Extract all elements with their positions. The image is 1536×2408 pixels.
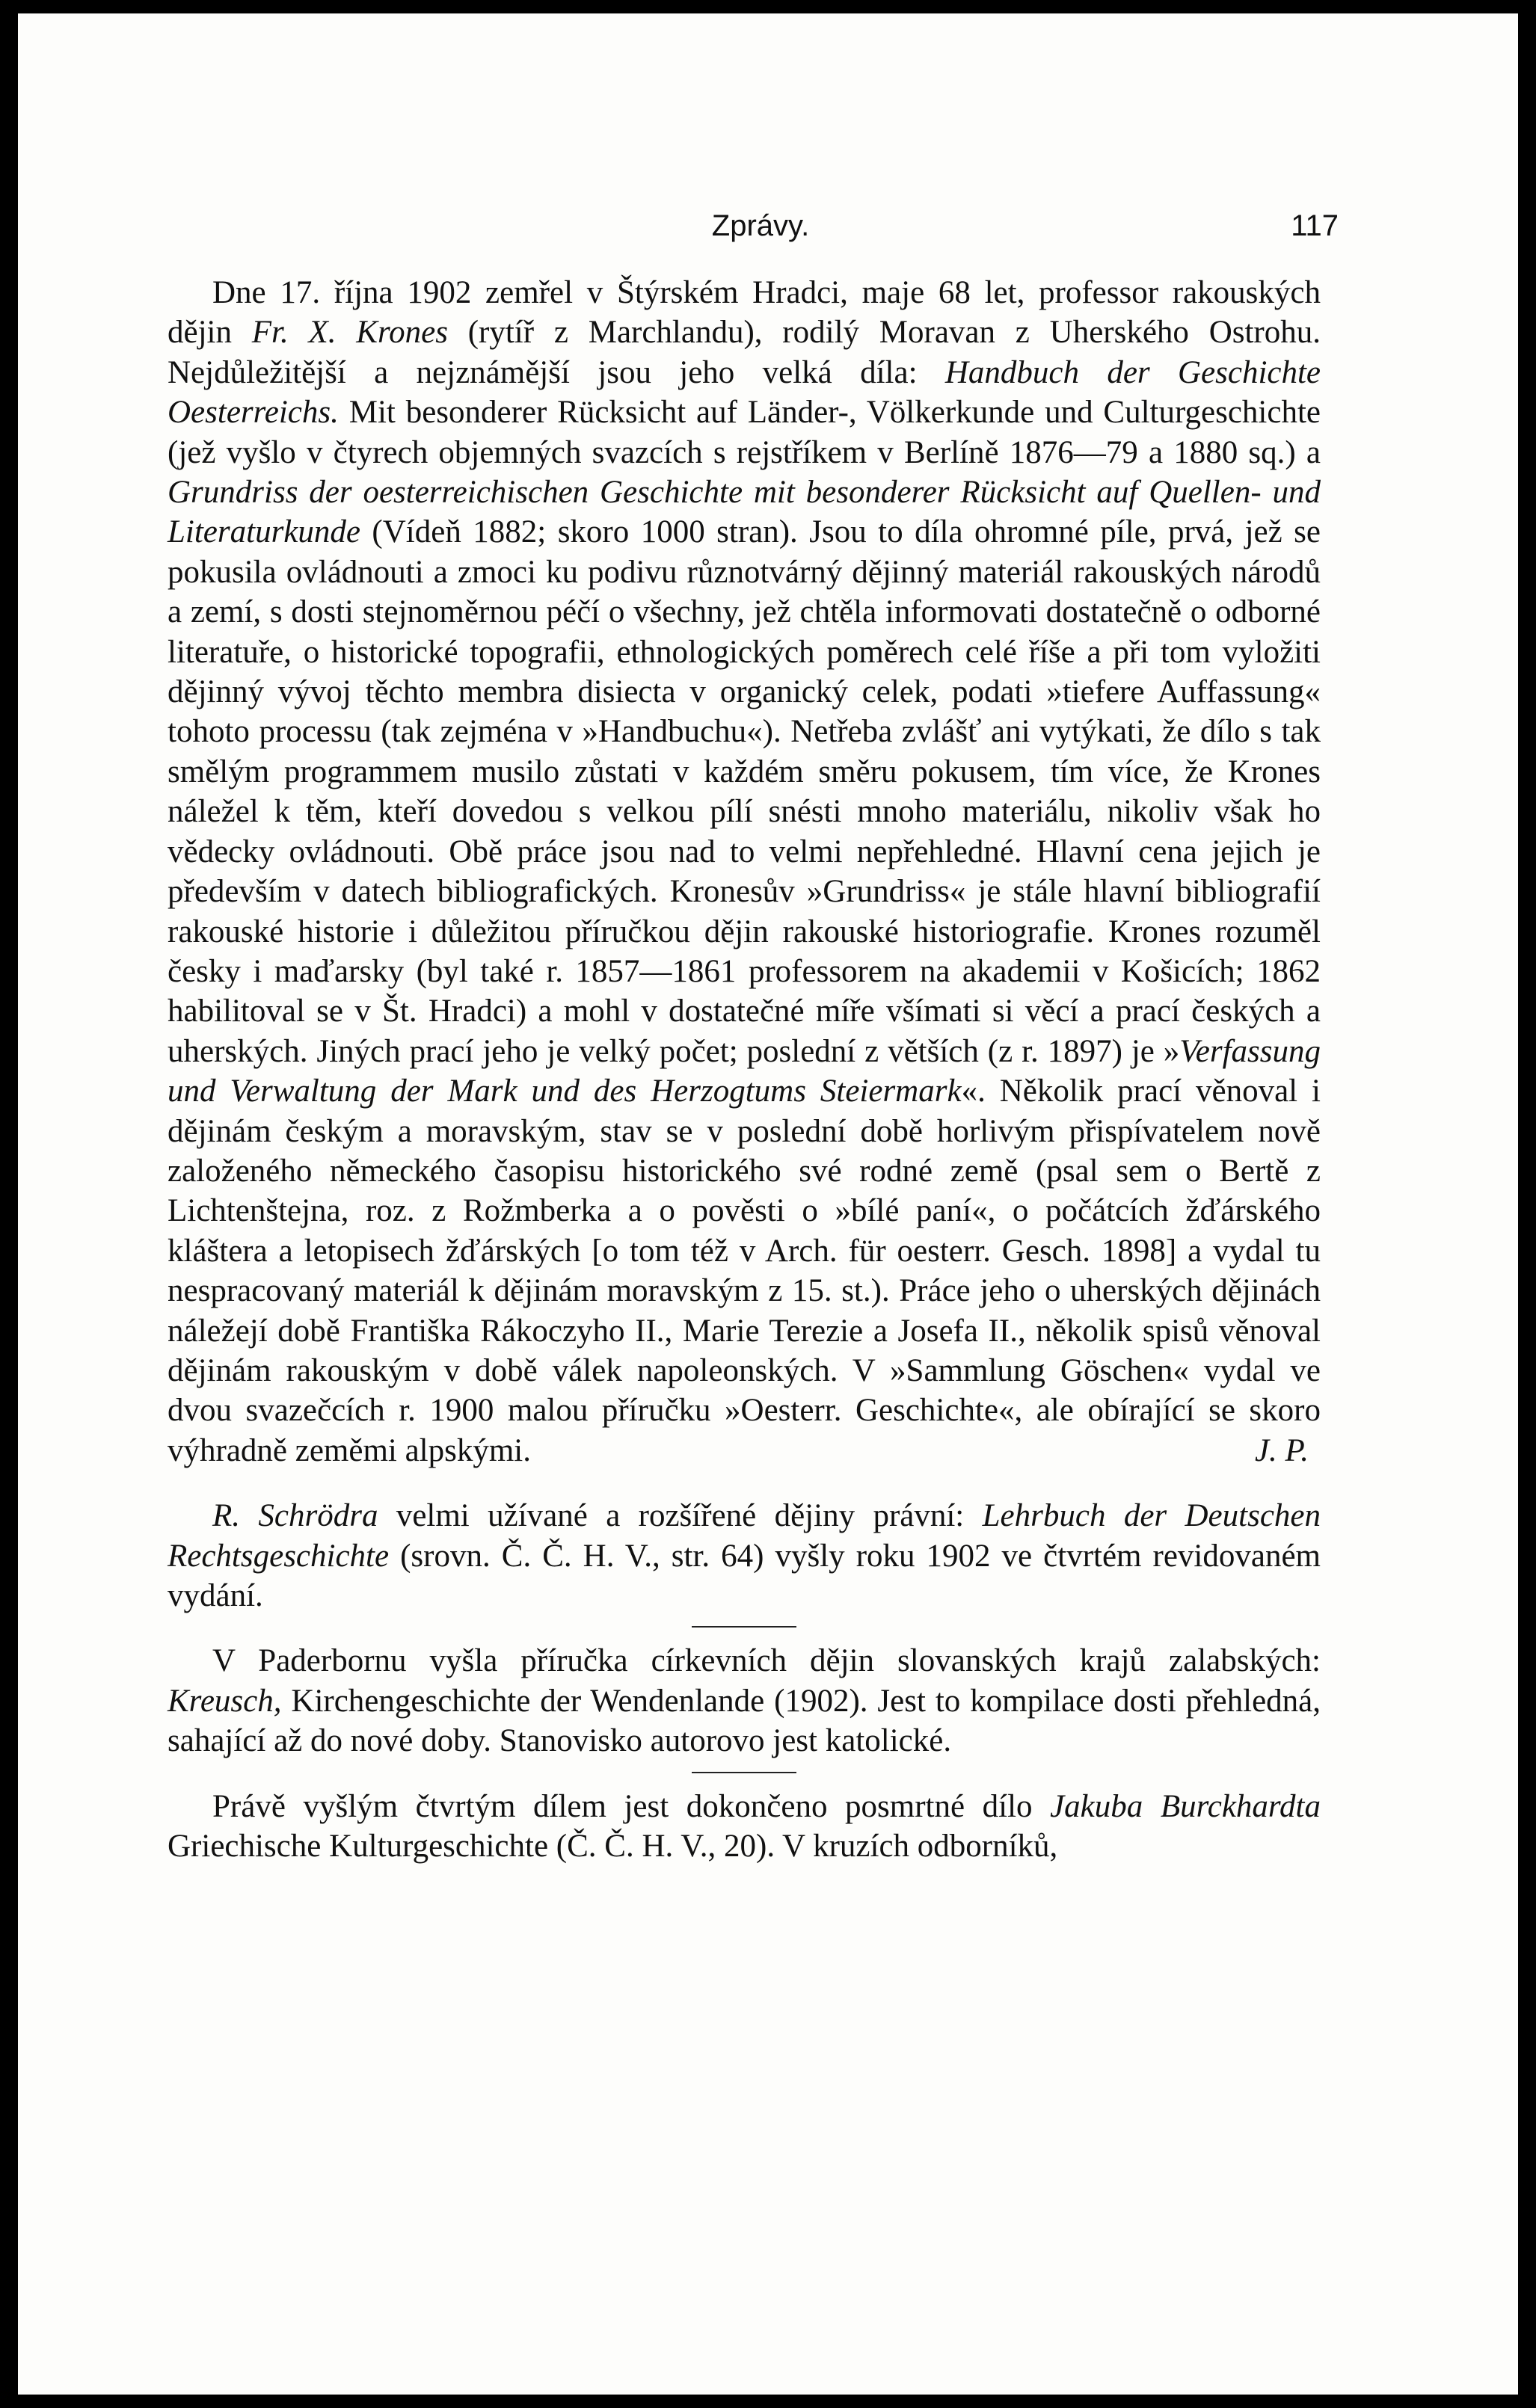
- person-name: R. Schrödra: [212, 1498, 378, 1534]
- text-run: Dne 17. října 1902 zemřel v Štýrském Hradci, maje 68 let, professor rakouských dějin: [168, 275, 1321, 351]
- paragraph-schroder: [168, 1496, 1321, 1616]
- text-run: (Vídeň 1882; skoro 1000 stran). Jsou to díla ohromné píle, prvá, jež se pokusila ovládnouti a zmoci ku podivu různotvárný dějinný materiál rakouských národů a zemí, s dosti stejnoměrnou péčí o všechny, jež chtěla informovati dostatečně o odborné literatuře, o historické topografii, ethnologických poměrech celé říše a při tom vyložiti dějinný vývoj těchto membra disiecta v organický celek, podati »tiefere Auffassung« tohoto processu (tak zejména v »Handbuchu«). Netřeba zvlášť ani vytýkati, že dílo s tak smělým programmem musilo zůstati v každém směru pokusem, tím více, že Krones náležel k těm, kteří dovedou s velkou pílí snésti mnoho materiálu, nikoliv však ho vědecky ovládnouti. Obě práce jsou nad to velmi nepřehledné. Hlavní cena jejich je především v datech bibliografických. Kronesův »Grundriss« je stále hlavní bibliografií rakouské historie i důležitou příručkou dějin rakouské historiografie. Krones rozuměl česky i maďarsky (byl také r. 1857—1861 professorem na akademii v Košicích; 1862 habilitoval se v Št. Hradci) a mohl v dostatečné míře všímati si věcí a prací českých a uherských. Jiných prací jeho je velký počet; poslední z větších (z r. 1897) je »: [168, 514, 1321, 1069]
- text-run: «. Několik prací věnoval i dějinám českým a moravským, stav se v poslední době horlivým přispívatelem nově založeného německého časopisu historického své rodné země (psal sem o Bertě z Lichtenštejna, roz. z Rožmberka a o pověsti o »bílé paní«, o počátcích žďárského kláštera a letopisech žďárských [o tom též v Arch. für oesterr. Gesch. 1898] a vydal tu nespracovaný materiál k dějinám moravským z 15. st.). Práce jeho o uherských dějinách náležejí době Františka Rákoczyho II., Marie Terezie a Josefa II., několik spisů věnoval dějinám rakouským v době válek napoleonských. V »Sammlung Göschen« vydal ve dvou svazečcích r. 1900 malou příručku »Oesterr. Geschichte«, ale obírající se skoro výhradně zeměmi alpskými.: [168, 1074, 1321, 1468]
- text-run: (srovn. Č. Č. H. V., str. 64) vyšly roku 1902 ve čtvrtém revidovaném vydání.: [168, 1538, 1321, 1613]
- running-header: [182, 209, 1339, 254]
- person-name: Jakuba Burckhardta: [1050, 1788, 1321, 1824]
- text-run: V Paderbornu vyšla příručka církevních dějin slovanských krajů zalabských:: [212, 1643, 1321, 1679]
- book-title: Verfassung und Verwaltung der Mark und des Herzogtums Steiermark: [168, 1033, 1321, 1109]
- text-run: Griechische Kulturgeschichte (Č. Č. H. V., 20). V kruzích odborníků,: [168, 1829, 1058, 1864]
- book-title: Handbuch der Geschichte Oesterreichs.: [168, 354, 1321, 431]
- paragraph-burckhardt: [168, 1787, 1321, 1867]
- section-title: Zprávy.: [711, 209, 810, 242]
- book-title: Lehrbuch der Deutschen Rechtsgeschichte: [168, 1498, 1321, 1574]
- book-title: Grundriss der oesterreichischen Geschichte mit besonderer Rücksicht auf Quellen- und Literaturkunde: [168, 475, 1321, 550]
- author-signature: J. P.: [1254, 1432, 1309, 1468]
- paragraph-kreusch: [168, 1641, 1321, 1761]
- text-run: (rytíř z Marchlandu), rodilý Moravan z Uherského Ostrohu. Nejdůležitější a nejznámější jsou jeho velká díla:: [168, 315, 1321, 390]
- paragraph-krones-obituary: [168, 273, 1321, 1471]
- article-body: [168, 273, 1321, 1866]
- person-name: Fr. X. Krones: [251, 315, 448, 351]
- text-run: Právě vyšlým čtvrtým dílem jest dokončeno posmrtné dílo: [212, 1788, 1051, 1824]
- text-run: velmi užívané a rozšířené dějiny právní:: [378, 1498, 983, 1534]
- text-run: Kirchengeschichte der Wendenlande (1902). Jest to kompilace dosti přehledná, sahající až do nové doby. Stanovisko autorovo jest katolické.: [168, 1683, 1321, 1759]
- section-divider: [692, 1772, 796, 1773]
- text-run: Mit besonderer Rücksicht auf Länder-, Völkerkunde und Culturgeschichte (jež vyšlo v čtyrech objemných svazcích s rejstříkem v Berlíně 1876—79 a 1880 sq.) a: [168, 395, 1321, 470]
- section-divider: [692, 1626, 796, 1628]
- person-name: Kreusch,: [168, 1683, 282, 1719]
- page-number: 117: [1291, 209, 1339, 242]
